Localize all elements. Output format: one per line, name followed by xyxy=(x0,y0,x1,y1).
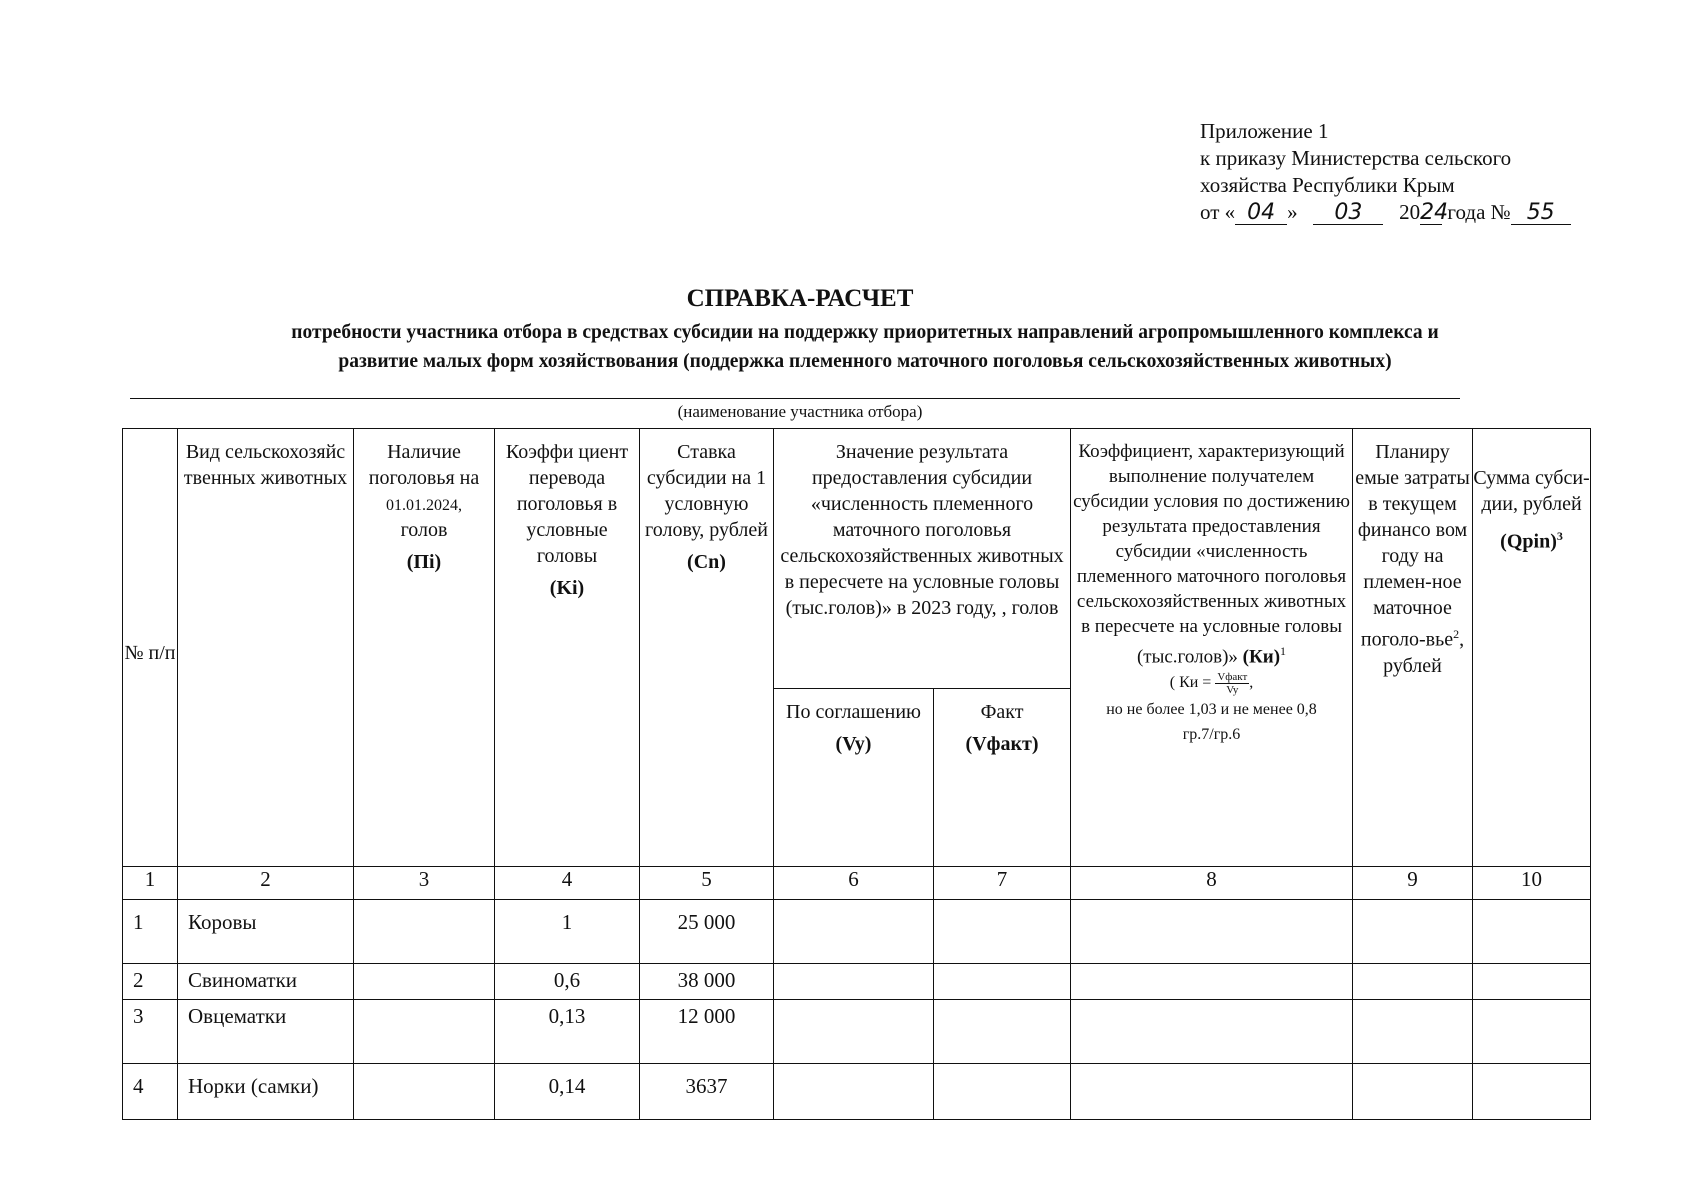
header-col9-text: Планиру емые затраты в текущем финансо вом году на племен-ное маточное поголо-вье xyxy=(1355,441,1470,651)
header-col3-unit: голов xyxy=(400,519,448,541)
row-animal-name: Норки (самки) xyxy=(178,1064,354,1120)
row-animal-name: Овцематки xyxy=(178,1000,354,1064)
formula-denominator: Vy xyxy=(1226,684,1239,697)
row-fact-cell[interactable] xyxy=(934,964,1071,1000)
header-col10-code xyxy=(1473,523,1590,555)
appendix-line-3: хозяйства Республики Крым xyxy=(1200,173,1455,197)
header-col-performance-coefficient xyxy=(1071,429,1353,867)
column-number-cell: 9 xyxy=(1353,867,1473,900)
table-row xyxy=(123,1064,1591,1120)
header-col8-ref: гр.7/гр.6 xyxy=(1182,726,1241,744)
appendix-block xyxy=(1200,118,1571,226)
row-performance-cell[interactable] xyxy=(1071,964,1353,1000)
header-col-animal-type: Вид сельскохозяйс твенных животных xyxy=(178,429,354,867)
header-col-rate xyxy=(640,429,774,867)
header-col3-code: (Пi) xyxy=(406,551,442,573)
header-col6-code: (Vy) xyxy=(835,733,872,755)
row-agreement-cell[interactable] xyxy=(774,1000,934,1064)
header-col10-text: Сумма субси-дии, рублей xyxy=(1473,467,1590,515)
row-coefficient: 0,14 xyxy=(495,1064,640,1120)
formula-fraction xyxy=(1215,671,1249,696)
row-planned-costs-cell[interactable] xyxy=(1353,900,1473,964)
row-livestock-cell[interactable] xyxy=(354,900,495,964)
appendix-date-line xyxy=(1200,199,1571,226)
subtitle-line-2: развитие малых форм хозяйствования (поддержка племенного маточного поголовья сельскохозяйственных животных) xyxy=(338,351,1392,372)
appendix-line-2: к приказу Министерства сельского xyxy=(1200,146,1512,170)
header-col3-text: Наличие поголовья на xyxy=(368,441,480,489)
formula-close: , xyxy=(1249,674,1254,692)
row-animal-name: Коровы xyxy=(178,900,354,964)
header-col8-sup: 1 xyxy=(1280,644,1287,658)
participant-name-line xyxy=(130,398,1460,399)
appendix-line-1: Приложение 1 xyxy=(1200,119,1329,143)
number-handwritten: 55 xyxy=(1511,202,1571,225)
row-rate: 3637 xyxy=(640,1064,774,1120)
day-handwritten: 04 xyxy=(1235,202,1287,225)
row-number: 2 xyxy=(123,964,178,1000)
table-row xyxy=(123,900,1591,964)
date-prefix: от « xyxy=(1200,200,1236,224)
header-col3-date: 01.01.2024, xyxy=(386,497,462,514)
table-row xyxy=(123,964,1591,1000)
row-fact-cell[interactable] xyxy=(934,900,1071,964)
document-subtitle xyxy=(130,318,1600,376)
header-col8-formula xyxy=(1169,671,1254,697)
header-col6-text: По соглашению xyxy=(786,701,921,723)
document-title: СПРАВКА-РАСЧЕТ xyxy=(686,285,914,312)
header-col4-code: (Ki) xyxy=(549,577,585,599)
row-agreement-cell[interactable] xyxy=(774,900,934,964)
header-col9-unit: , рублей xyxy=(1383,628,1465,677)
header-col-livestock xyxy=(354,429,495,867)
row-planned-costs-cell[interactable] xyxy=(1353,1064,1473,1120)
row-livestock-cell[interactable] xyxy=(354,964,495,1000)
column-number-cell: 2 xyxy=(178,867,354,900)
row-rate: 25 000 xyxy=(640,900,774,964)
column-numbers-row xyxy=(123,867,1591,900)
column-number-cell: 3 xyxy=(354,867,495,900)
header-col10-code-text: (Qpin) xyxy=(1500,530,1557,553)
participant-name-caption: (наименование участника отбора) xyxy=(677,402,923,421)
header-col10-sup: 3 xyxy=(1556,529,1563,543)
column-number-cell: 6 xyxy=(774,867,934,900)
subtitle-line-1: потребности участника отбора в средствах субсидии на поддержку приоритетных направлений агропромышленного комплекса и xyxy=(291,322,1439,343)
column-number-cell: 7 xyxy=(934,867,1071,900)
row-number: 1 xyxy=(123,900,178,964)
header-col-subsidy-sum xyxy=(1473,429,1591,867)
row-subsidy-sum-cell[interactable] xyxy=(1473,1000,1591,1064)
table-row xyxy=(123,1000,1591,1064)
row-animal-name: Свиноматки xyxy=(178,964,354,1000)
row-fact-cell[interactable] xyxy=(934,1000,1071,1064)
row-agreement-cell[interactable] xyxy=(774,964,934,1000)
row-planned-costs-cell[interactable] xyxy=(1353,964,1473,1000)
header-col-coefficient xyxy=(495,429,640,867)
column-number-cell: 4 xyxy=(495,867,640,900)
month-handwritten: 03 xyxy=(1313,202,1383,225)
year-suffix-handwritten: 24 xyxy=(1420,200,1449,225)
row-number: 4 xyxy=(123,1064,178,1120)
header-col7-code: (Vфакт) xyxy=(965,733,1039,755)
row-rate: 12 000 xyxy=(640,1000,774,1064)
row-coefficient: 1 xyxy=(495,900,640,964)
row-planned-costs-cell[interactable] xyxy=(1353,1000,1473,1064)
date-mid: » xyxy=(1287,200,1298,224)
calculation-table xyxy=(122,428,1591,1120)
formula-numerator: Vфакт xyxy=(1217,671,1248,684)
row-agreement-cell[interactable] xyxy=(774,1064,934,1120)
number-label: года № xyxy=(1447,200,1511,224)
row-performance-cell[interactable] xyxy=(1071,1064,1353,1120)
header-col5-text: Ставка субсидии на 1 условную голову, рублей xyxy=(645,441,768,541)
column-number-cell: 1 xyxy=(123,867,178,900)
row-livestock-cell[interactable] xyxy=(354,1064,495,1120)
row-coefficient: 0,6 xyxy=(495,964,640,1000)
column-number-cell: 8 xyxy=(1071,867,1353,900)
header-col4-text: Коэффи циент перевода поголовья в условные головы xyxy=(505,441,629,567)
row-subsidy-sum-cell[interactable] xyxy=(1473,1064,1591,1120)
header-col8-note: но не более 1,03 и не менее 0,8 xyxy=(1106,701,1317,719)
row-performance-cell[interactable] xyxy=(1071,900,1353,964)
header-col8-code: (Ки) xyxy=(1242,646,1281,668)
row-rate: 38 000 xyxy=(640,964,774,1000)
row-number: 3 xyxy=(123,1000,178,1064)
year-prefix: 20 xyxy=(1399,200,1421,224)
header-col-agreement xyxy=(774,689,934,867)
formula-open: ( Ки = xyxy=(1169,674,1212,692)
row-subsidy-sum-cell[interactable] xyxy=(1473,900,1591,964)
header-col8-text: Коэффициент, характеризующий выполнение получателем субсидии условия по достижению результата предоставления субсидии «численность племенного маточного поголовья сельскохозяйственных животных в пересчете на условные головы (тыс.голов)» xyxy=(1073,441,1350,668)
row-fact-cell[interactable] xyxy=(934,1064,1071,1120)
row-performance-cell[interactable] xyxy=(1071,1000,1353,1064)
row-subsidy-sum-cell[interactable] xyxy=(1473,964,1591,1000)
header-col9-sup: 2 xyxy=(1453,627,1460,641)
column-number-cell: 5 xyxy=(640,867,774,900)
header-col-planned-costs xyxy=(1353,429,1473,867)
header-col5-code: (Cn) xyxy=(687,551,726,573)
column-number-cell: 10 xyxy=(1473,867,1591,900)
header-col-number: № п/п xyxy=(123,429,178,867)
header-col7-text: Факт xyxy=(980,701,1024,723)
row-coefficient: 0,13 xyxy=(495,1000,640,1064)
header-col-fact xyxy=(934,689,1071,867)
header-col-result-value: Значение результата предоставления субсидии «численность племенного маточного поголовья сельскохозяйственных животных в пересчете на условные головы (тыс.голов)» в 2023 году, , голов xyxy=(774,429,1071,689)
row-livestock-cell[interactable] xyxy=(354,1000,495,1064)
